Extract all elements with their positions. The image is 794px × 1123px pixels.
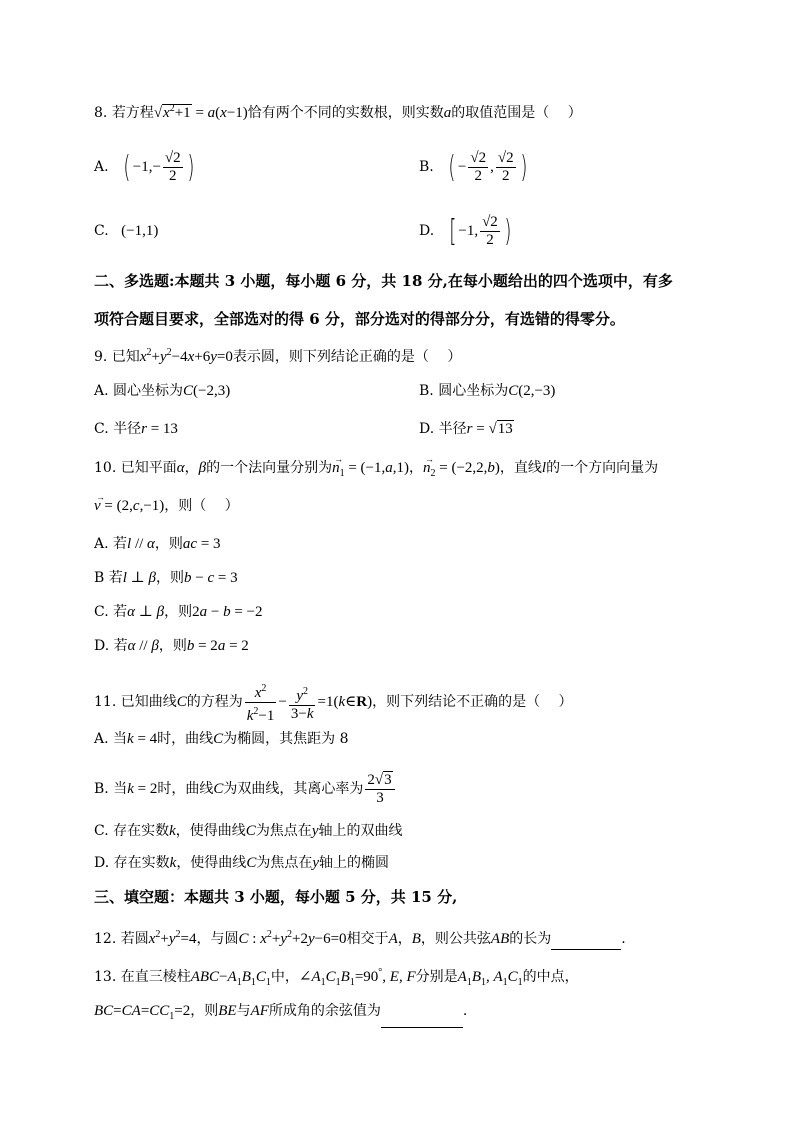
equation: $A_1B_1$, $A_1C_1$ — [457, 969, 523, 988]
question-text: ，则 — [190, 1003, 219, 1019]
option-label: C. — [94, 421, 109, 437]
vector-n1: n → $_1$ = (−1,a,1) — [332, 454, 409, 479]
question-text: 的取值范围是（ ） — [451, 105, 582, 121]
option-math: k = 4 — [127, 731, 158, 747]
option-c[interactable] — [94, 601, 262, 623]
option-text: 存在实数 — [113, 855, 170, 871]
option-text: ，使得曲线 — [176, 855, 247, 871]
equation: $\frac{x^2}{k^2-1}$ − $\frac{y^2}{3-k}$ =1(k∈R) — [243, 694, 372, 710]
option-math: $\frac{2√3}{3}$ — [363, 781, 396, 797]
variable: β — [198, 460, 207, 476]
option-label: D. — [419, 222, 435, 239]
option-math: C(2,−3) — [508, 383, 556, 399]
equation: $x^2+y^2=4$ — [148, 929, 197, 947]
question-text: 的方程为 — [186, 693, 243, 710]
option-text: ，则 — [156, 570, 185, 586]
option-math: r = 13 — [141, 421, 178, 437]
question-number: 12. — [94, 931, 117, 947]
question-number: 10. — [94, 460, 117, 476]
question-text: 已知曲线 — [120, 693, 177, 710]
option-label: B — [94, 570, 105, 586]
punctuation: . — [621, 931, 626, 947]
section-heading: 项符合题目要求，全部选对的得 6 分，部分选对的得部分分，有选错的得零分。 — [94, 310, 625, 328]
variable: A — [388, 931, 398, 947]
option-c[interactable] — [94, 418, 178, 440]
option-text: 为椭圆，其焦距为 8 — [223, 731, 349, 747]
question-text: 已知 — [111, 349, 140, 365]
question-number: 13. — [94, 969, 117, 985]
option-text: 若 — [108, 570, 123, 586]
variable: BE — [218, 1003, 237, 1019]
question-text: ，则（ ） — [164, 498, 239, 514]
option-text: 若 — [113, 638, 128, 654]
variable: C — [246, 855, 257, 871]
question-11-stem — [94, 680, 573, 725]
option-label: A. — [94, 383, 109, 399]
question-10-stem-cont — [94, 492, 239, 517]
question-9-stem — [94, 342, 461, 368]
option-d[interactable] — [94, 852, 389, 874]
question-text: 的中点， — [522, 969, 579, 985]
option-math: 2a − b = −2 — [192, 604, 263, 620]
option-b[interactable] — [419, 380, 555, 402]
variable: y — [311, 823, 319, 839]
variable: l — [541, 460, 547, 476]
option-math: ( − $\frac{√2}{2}$ , $\frac{√2}{2}$ ) — [448, 149, 527, 185]
question-13-stem — [94, 962, 579, 994]
option-text: ，则 — [164, 604, 193, 620]
variable: AB — [490, 931, 510, 947]
option-text: 若 — [113, 604, 128, 620]
option-label: B. — [419, 158, 434, 175]
section-heading: 三、填空题：本题共 3 小题，每小题 5 分，共 15 分, — [94, 888, 458, 906]
question-number: 9. — [94, 349, 108, 365]
question-text: 表示圆，则下列结论正确的是（ ） — [232, 349, 462, 365]
option-label: A. — [94, 731, 109, 747]
question-text: 相交于 — [346, 931, 389, 947]
vector-n2: n → $_2$ = (−2,2,b) — [423, 454, 500, 479]
question-text: ，直线 — [499, 460, 542, 476]
variable: B — [411, 931, 421, 947]
answer-blank[interactable] — [381, 1009, 463, 1028]
question-text: ，则公共弦 — [420, 931, 491, 947]
option-text: 为焦点在 — [256, 855, 313, 871]
option-math: r = √13 — [466, 421, 513, 437]
question-13-stem-cont — [94, 1000, 467, 1028]
question-text: 在直三棱柱 — [120, 969, 191, 985]
option-label: C. — [94, 223, 109, 239]
section-heading: 二、多选题:本题共 3 小题，每小题 6 分，共 18 分,在每小题给出的四个选项中，有多 — [94, 272, 673, 290]
variable: α — [176, 460, 185, 476]
vector-v: v → = (2,c,−1) — [94, 492, 165, 514]
option-label: B. — [94, 780, 109, 797]
option-math: ( −1,− $\frac{√2}{2}$ ) — [123, 149, 195, 185]
punctuation: . — [462, 1003, 468, 1019]
option-text: 圆心坐标为 — [438, 383, 509, 399]
option-b[interactable] — [419, 150, 529, 185]
option-b[interactable] — [94, 567, 238, 589]
option-text: ，使得曲线 — [175, 823, 246, 839]
variable: y — [312, 855, 319, 871]
equation: $√x^2+1 = a(x-1)$ — [153, 103, 248, 121]
option-text: 当 — [113, 780, 128, 797]
question-text: 若方程 — [111, 105, 154, 121]
option-label: B. — [419, 383, 434, 399]
option-a[interactable] — [94, 150, 196, 185]
option-label: C. — [94, 823, 109, 839]
option-text: 为双曲线，其离心率为 — [223, 780, 364, 797]
option-math: α // β — [127, 638, 159, 654]
question-text: 的长为 — [509, 931, 552, 947]
variable: C — [176, 693, 187, 710]
option-math: C(−2,3) — [183, 383, 231, 399]
option-text: 半径 — [438, 421, 467, 437]
variable: C — [245, 823, 256, 839]
question-text: 与 — [236, 1003, 251, 1019]
option-c[interactable] — [94, 220, 158, 242]
option-label: A. — [94, 536, 109, 552]
option-label: A. — [94, 158, 109, 175]
variable: a — [443, 105, 452, 121]
option-text: 时，曲线 — [157, 731, 214, 747]
option-text: 轴上的双曲线 — [318, 823, 403, 839]
question-text: 已知平面 — [120, 460, 177, 476]
question-8-stem — [94, 98, 582, 124]
question-text: ，则下列结论不正确的是（ ） — [372, 693, 573, 710]
option-text: 若 — [113, 536, 128, 552]
option-text: ，则 — [154, 536, 183, 552]
option-math: [ −1, $\frac{√2}{2}$ ) — [448, 213, 512, 249]
question-text: 的一个法向量分别为 — [206, 460, 333, 476]
variable: k — [169, 855, 177, 871]
question-text: 所成角的余弦值为 — [268, 1003, 381, 1019]
option-text: 轴上的椭圆 — [319, 855, 389, 871]
variable: C — [213, 780, 224, 797]
equation: C : $x^2+y^2+2y-6=0$ — [238, 929, 347, 947]
question-number: 11. — [94, 693, 117, 710]
option-math: l // α — [127, 536, 155, 552]
question-number: 8. — [94, 105, 108, 121]
option-text: 圆心坐标为 — [113, 383, 184, 399]
question-text: ，与圆 — [196, 931, 239, 947]
option-math: b − c = 3 — [184, 570, 238, 586]
option-text: ，则 — [158, 638, 187, 654]
question-text: 的一个方向向量为 — [546, 460, 659, 476]
question-12-stem: 12. 若圆$x^2+y^2=4$，与圆C : $x^2+y^2+2y-6=0$相交于A，B，则公共弦AB的长为 . — [94, 924, 626, 950]
option-c[interactable] — [94, 820, 402, 842]
question-text: 若圆 — [120, 931, 149, 947]
question-text: 恰有两个不同的实数根，则实数 — [247, 105, 444, 121]
option-a[interactable] — [94, 380, 230, 402]
option-d[interactable] — [419, 214, 514, 249]
variable: C — [213, 731, 224, 747]
option-text: 半径 — [113, 421, 142, 437]
option-label: C. — [94, 604, 109, 620]
option-d[interactable] — [419, 418, 514, 440]
answer-blank[interactable] — [551, 931, 621, 950]
option-math: (−1,1) — [121, 223, 159, 239]
option-d[interactable] — [94, 635, 249, 657]
question-text: 中， — [270, 969, 299, 985]
option-text: 存在实数 — [113, 823, 170, 839]
question-10-stem: 10. 已知平面α，β的一个法向量分别为n → $_1$ = (−1,a,1)，n → $_2$ = (−2,2,b)，直线l的一个方向向量为 — [94, 454, 659, 479]
option-math: ac = 3 — [182, 536, 221, 552]
option-text: 时，曲线 — [157, 780, 214, 797]
equation: $\angle A_1C_1B_1=90^\circ$, E, F — [298, 967, 416, 988]
option-math: l ⊥ β — [122, 570, 157, 586]
equation: $BC=CA=CC_1=2$ — [94, 1003, 191, 1022]
option-a[interactable] — [94, 728, 349, 750]
option-b[interactable] — [94, 772, 397, 807]
option-label: D. — [94, 638, 110, 654]
equation: $ABC-A_1B_1C_1$ — [190, 969, 271, 988]
equation: $x^2+y^2-4x+6y=0$ — [139, 347, 233, 365]
option-label: D. — [94, 855, 110, 871]
question-text: 分别是 — [415, 969, 458, 985]
option-math: α ⊥ β — [127, 604, 165, 620]
option-text: 当 — [113, 731, 128, 747]
variable: k — [169, 823, 176, 839]
option-text: 为焦点在 — [255, 823, 312, 839]
option-a[interactable] — [94, 533, 221, 555]
option-math: k = 2 — [127, 780, 158, 797]
variable: AF — [250, 1003, 269, 1019]
option-math: b = 2a = 2 — [186, 638, 249, 654]
option-label: D. — [419, 421, 435, 437]
